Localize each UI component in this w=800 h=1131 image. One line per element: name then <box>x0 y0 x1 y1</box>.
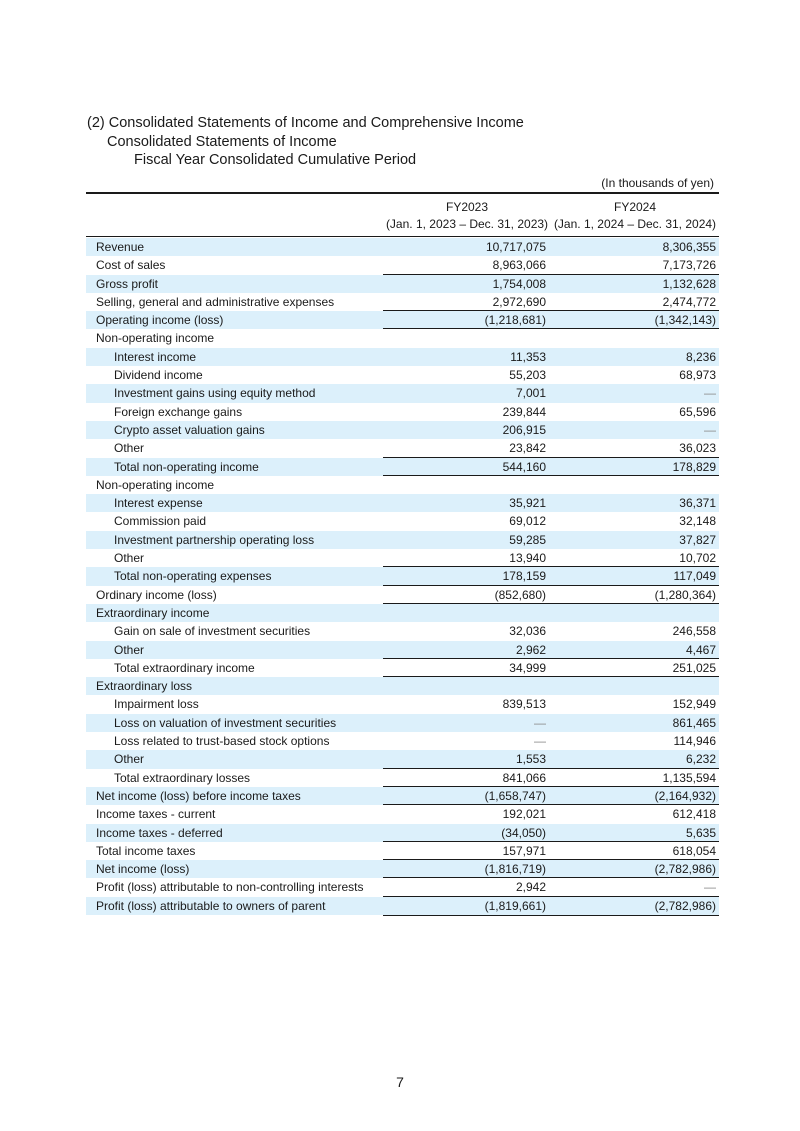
row-label: Selling, general and administrative expenses <box>96 294 335 309</box>
value-fy2023: (1,658,747) <box>484 788 546 803</box>
row-label: Other <box>114 642 145 657</box>
value-fy2023: ― <box>534 734 546 749</box>
value-fy2023: 13,940 <box>509 551 546 566</box>
value-fy2023: 11,353 <box>510 349 546 364</box>
value-fy2023: 2,942 <box>515 880 546 895</box>
row-label: Commission paid <box>114 514 207 529</box>
value-fy2023: 34,999 <box>509 660 546 675</box>
table-row <box>86 897 719 915</box>
table-row <box>86 604 719 622</box>
table-row <box>86 366 719 384</box>
table-row <box>86 695 719 713</box>
row-label: Non-operating income <box>96 331 215 346</box>
value-fy2024: (2,782,986) <box>654 862 716 877</box>
table-row <box>86 732 719 750</box>
row-label: Cost of sales <box>96 258 166 273</box>
row-label: Gross profit <box>96 276 159 291</box>
table-row <box>86 659 719 677</box>
row-label: Gain on sale of investment securities <box>114 624 311 639</box>
value-fy2024: 246,558 <box>672 624 716 639</box>
row-label: Other <box>114 551 145 566</box>
table-row <box>86 293 719 311</box>
row-label: Revenue <box>96 240 145 254</box>
value-fy2023: 7,001 <box>515 386 546 401</box>
row-label: Other <box>114 441 145 456</box>
table-row <box>86 458 719 476</box>
table-row <box>86 384 719 402</box>
row-label: Non-operating income <box>96 477 215 492</box>
value-fy2023: 23,842 <box>509 441 546 456</box>
table-row <box>86 549 719 567</box>
value-fy2024: (2,782,986) <box>654 898 716 913</box>
table-row <box>86 878 719 896</box>
column-range: (Jan. 1, 2024 – Dec. 31, 2024) <box>553 217 717 231</box>
table-row <box>86 329 719 347</box>
income-statement-table <box>86 238 719 915</box>
table-row <box>86 750 719 768</box>
value-fy2024: 36,371 <box>679 496 716 511</box>
row-label: Dividend income <box>114 368 203 383</box>
row-label: Investment partnership operating loss <box>114 532 315 547</box>
row-label: Total non-operating expenses <box>114 569 272 584</box>
value-fy2024: 114,946 <box>673 734 716 749</box>
value-fy2023: 8,963,066 <box>492 258 546 273</box>
row-label: Loss on valuation of investment securities <box>114 715 337 730</box>
table-row <box>86 531 719 549</box>
table-row <box>86 714 719 732</box>
value-fy2023: 69,012 <box>509 514 546 529</box>
column-header-fy2023 <box>383 199 551 233</box>
value-fy2023: 2,962 <box>515 642 546 657</box>
table-row <box>86 586 719 604</box>
value-fy2024: 7,173,726 <box>662 258 716 273</box>
header-bottom-rule <box>86 236 719 237</box>
table-row <box>86 512 719 530</box>
value-fy2024: 32,148 <box>679 514 716 529</box>
value-fy2023: (34,050) <box>501 825 546 840</box>
column-period: FY2024 <box>613 200 657 214</box>
row-label: Crypto asset valuation gains <box>114 422 265 437</box>
value-fy2024: ― <box>704 386 716 401</box>
value-fy2024: (2,164,932) <box>654 788 716 803</box>
row-label: Total income taxes <box>96 843 196 858</box>
value-fy2024: 251,025 <box>672 660 716 675</box>
value-fy2024: (1,342,143) <box>654 313 716 328</box>
row-label: Loss related to trust-based stock options <box>114 734 330 749</box>
value-fy2024: 10,702 <box>679 551 716 566</box>
table-row <box>86 476 719 494</box>
column-range: (Jan. 1, 2023 – Dec. 31, 2023) <box>385 217 549 231</box>
value-fy2023: (1,218,681) <box>484 313 546 328</box>
table-row <box>86 275 719 293</box>
value-fy2023: 1,754,008 <box>492 276 546 291</box>
table-row <box>86 439 719 457</box>
row-label: Extraordinary income <box>96 605 210 620</box>
table-row <box>86 842 719 860</box>
value-fy2024: 861,465 <box>672 715 716 730</box>
statement-heading <box>87 114 524 170</box>
value-fy2024: 152,949 <box>672 697 716 712</box>
row-label: Other <box>114 752 145 767</box>
statement-title: Consolidated Statements of Income <box>107 133 337 150</box>
table-row <box>86 860 719 878</box>
table-row <box>86 769 719 787</box>
row-label: Total non-operating income <box>114 459 259 474</box>
value-fy2024: 1,132,628 <box>662 276 716 291</box>
row-label: Impairment loss <box>114 697 199 712</box>
value-fy2024: 2,474,772 <box>662 294 716 309</box>
table-row <box>86 311 719 329</box>
table-row <box>86 622 719 640</box>
value-fy2023: 59,285 <box>509 532 546 547</box>
column-period: FY2023 <box>445 200 489 214</box>
table-row <box>86 824 719 842</box>
value-fy2023: 2,972,690 <box>492 294 546 309</box>
value-fy2023: 55,203 <box>509 368 546 383</box>
value-fy2024: 65,596 <box>679 404 716 419</box>
row-label: Profit (loss) attributable to non-controlling interests <box>96 880 364 895</box>
value-fy2023: 157,971 <box>502 843 546 858</box>
row-label: Income taxes - current <box>96 807 216 822</box>
value-fy2024: 5,635 <box>685 825 716 840</box>
column-header-fy2024 <box>551 199 719 233</box>
value-fy2024: 6,232 <box>685 752 716 767</box>
table-row <box>86 348 719 366</box>
value-fy2024: 8,306,355 <box>662 240 716 254</box>
section-title: (2) Consolidated Statements of Income and Comprehensive Income <box>87 115 524 131</box>
table-row <box>86 256 719 274</box>
value-fy2024: 178,829 <box>672 459 716 474</box>
value-fy2024: 618,054 <box>672 843 716 858</box>
row-label: Interest expense <box>114 496 203 511</box>
value-fy2024: 612,418 <box>672 807 716 822</box>
row-label: Operating income (loss) <box>96 313 224 328</box>
row-label: Extraordinary loss <box>96 679 193 694</box>
value-fy2024: 117,049 <box>673 569 716 584</box>
table-row <box>86 567 719 585</box>
value-fy2023: (852,680) <box>494 587 546 602</box>
value-fy2024: 1,135,594 <box>662 770 716 785</box>
value-fy2023: 239,844 <box>502 404 546 419</box>
row-label: Total extraordinary losses <box>114 770 251 785</box>
value-fy2024: 37,827 <box>679 532 716 547</box>
table-row <box>86 238 719 256</box>
table-row <box>86 403 719 421</box>
value-fy2023: 192,021 <box>502 807 546 822</box>
value-fy2023: 839,513 <box>502 697 546 712</box>
unit-note: (In thousands of yen) <box>601 176 714 190</box>
value-fy2023: (1,819,661) <box>484 898 546 913</box>
table-row <box>86 641 719 659</box>
value-fy2023: 178,159 <box>502 569 546 584</box>
value-fy2023: (1,816,719) <box>484 862 546 877</box>
value-fy2024: 8,236 <box>685 349 716 364</box>
value-fy2024: (1,280,364) <box>654 587 716 602</box>
value-fy2023: 206,915 <box>502 422 546 437</box>
value-fy2023: 1,553 <box>515 752 546 767</box>
table-row <box>86 787 719 805</box>
row-label: Foreign exchange gains <box>114 404 243 419</box>
row-label: Net income (loss) <box>96 862 190 877</box>
row-label: Ordinary income (loss) <box>96 587 217 602</box>
value-fy2024: 36,023 <box>679 441 716 456</box>
row-label: Investment gains using equity method <box>114 386 316 401</box>
table-row <box>86 494 719 512</box>
value-fy2023: 841,066 <box>502 770 546 785</box>
value-fy2023: 544,160 <box>502 459 546 474</box>
value-fy2024: ― <box>704 880 716 895</box>
value-fy2024: 4,467 <box>685 642 716 657</box>
row-label: Total extraordinary income <box>114 660 255 675</box>
value-fy2023: 32,036 <box>509 624 546 639</box>
row-label: Interest income <box>114 349 197 364</box>
table-row <box>86 421 719 439</box>
row-label: Profit (loss) attributable to owners of parent <box>96 898 326 913</box>
table-top-rule <box>86 192 719 194</box>
period-title: Fiscal Year Consolidated Cumulative Period <box>134 152 417 168</box>
value-fy2023: 10,717,075 <box>485 240 546 254</box>
row-label: Income taxes - deferred <box>96 825 223 840</box>
table-row <box>86 805 719 823</box>
table-row <box>86 677 719 695</box>
table-bottom-rule <box>383 915 719 916</box>
page-number: 7 <box>396 1074 404 1090</box>
value-fy2024: ― <box>704 422 716 437</box>
value-fy2023: 35,921 <box>509 496 546 511</box>
row-label: Net income (loss) before income taxes <box>96 788 301 803</box>
value-fy2024: 68,973 <box>679 368 716 383</box>
value-fy2023: ― <box>534 715 546 730</box>
